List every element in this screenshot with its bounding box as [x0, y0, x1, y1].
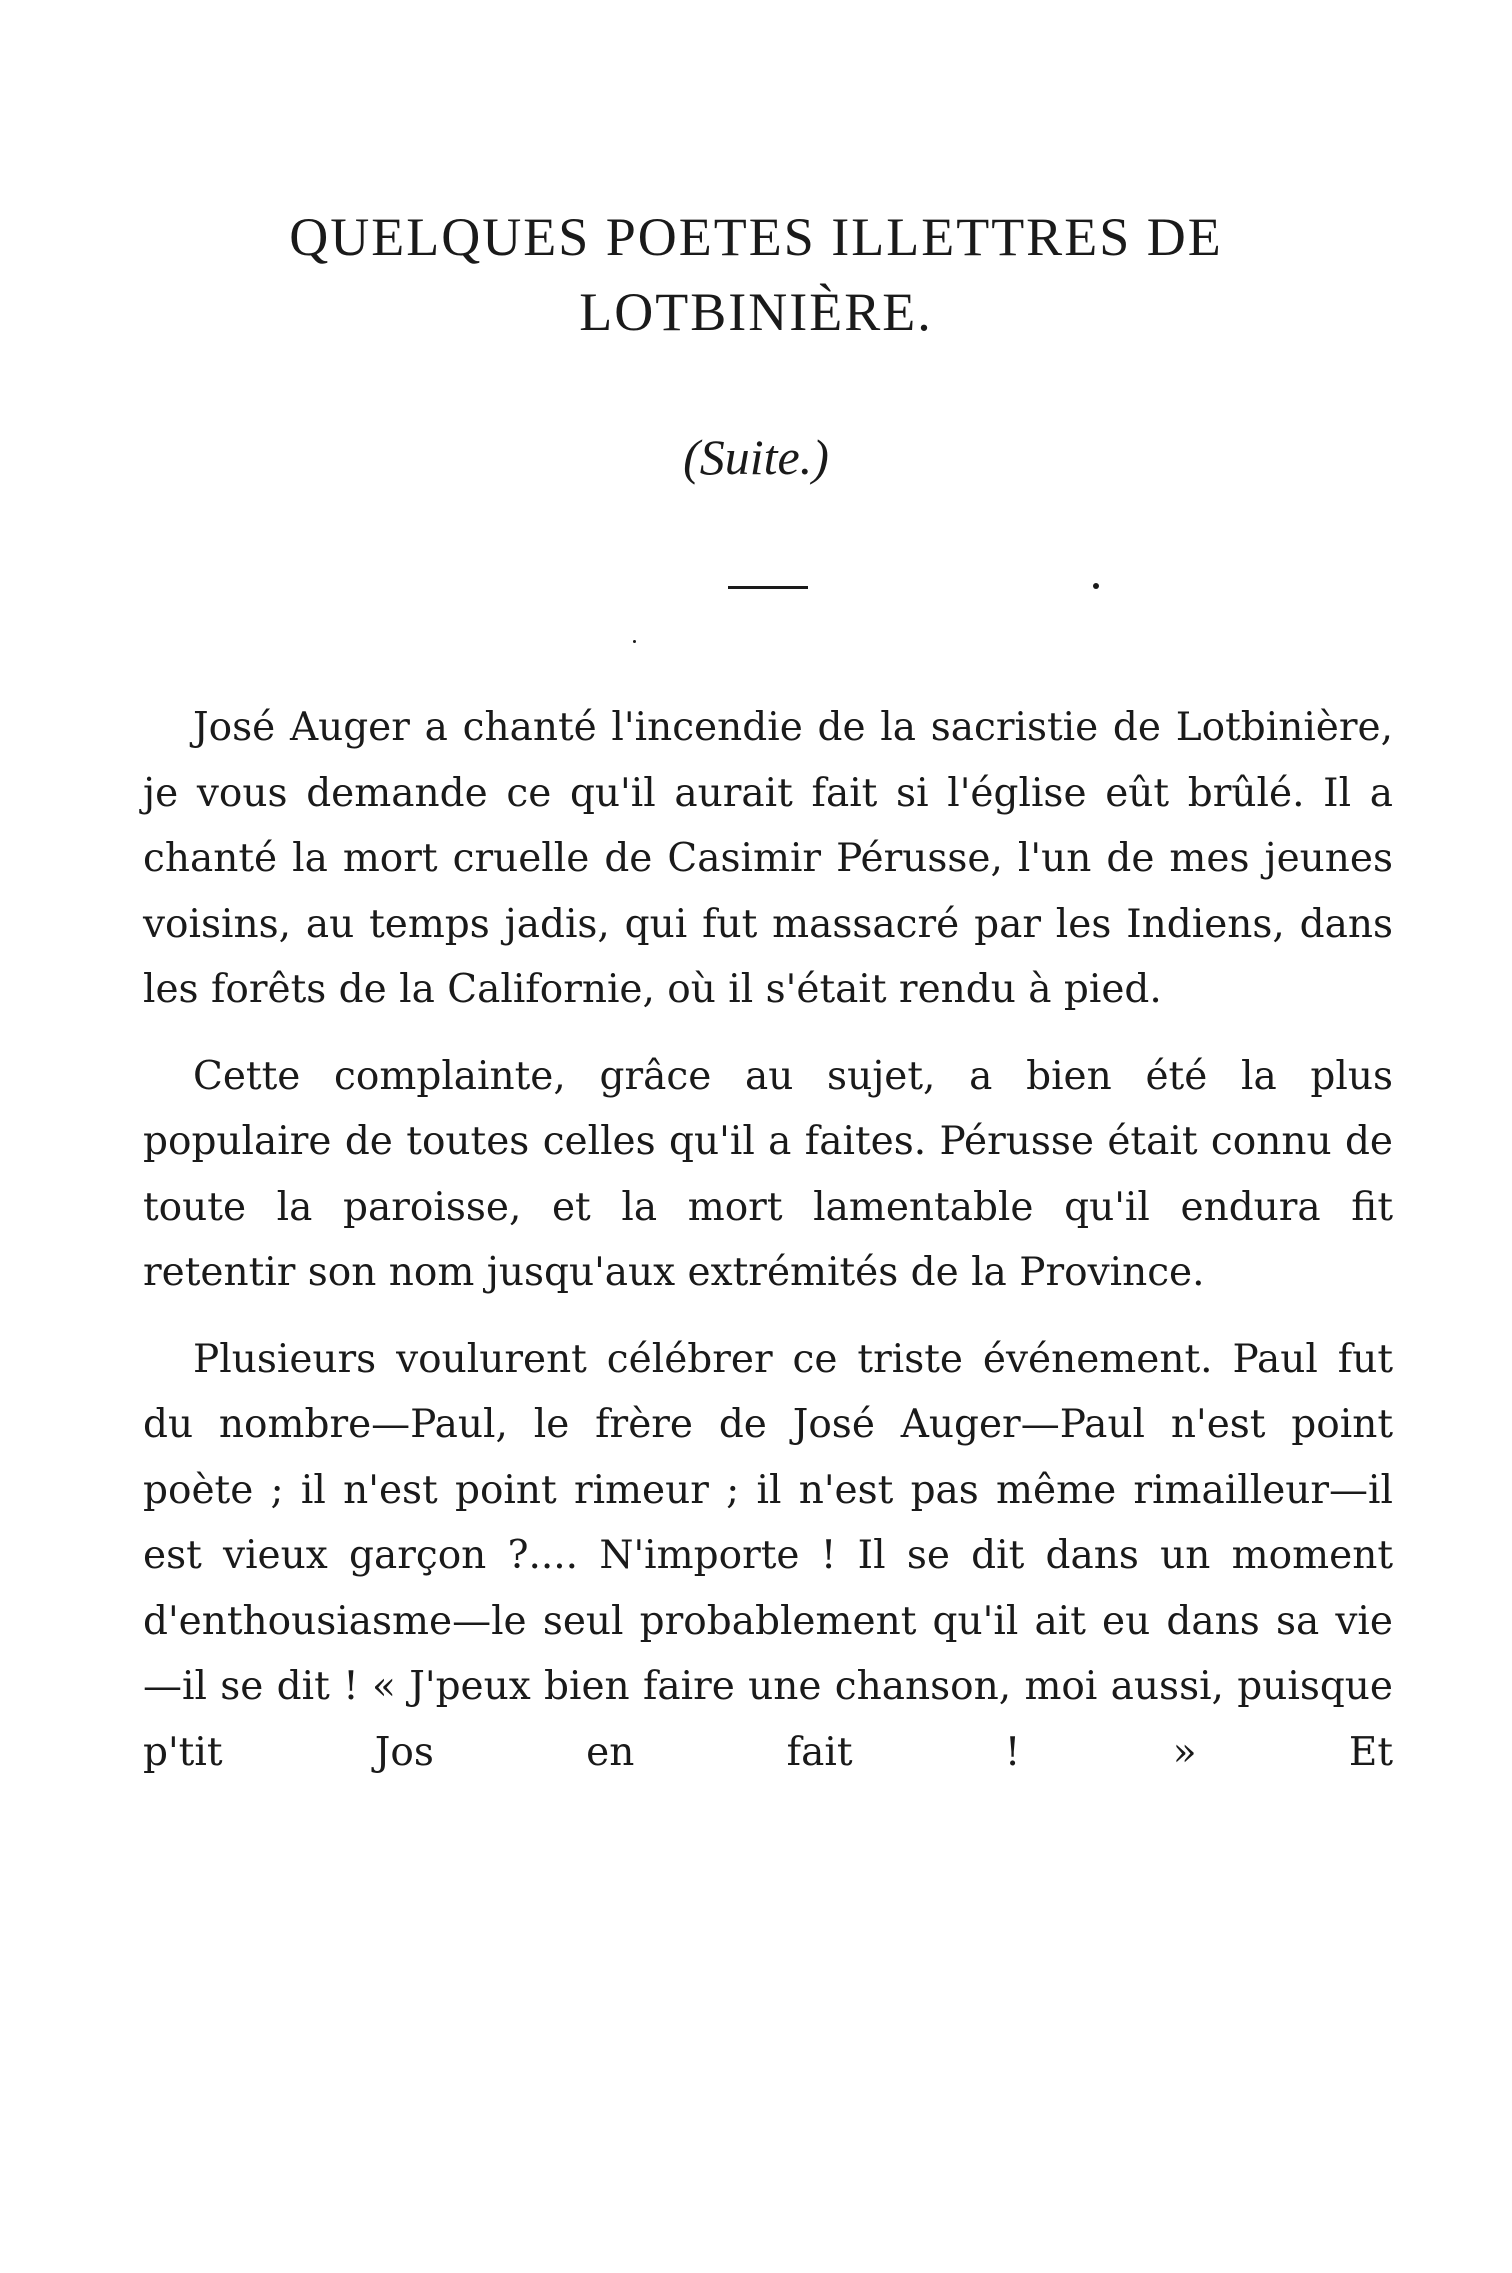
- paragraph: Plusieurs voulurent célébrer ce triste événement. Paul fut du nombre—Paul, le frère de José Auger—Paul n'est point poète ; il n'est point rimeur ; il n'est pas même rimailleur—il est vieux garçon ?.... N'importe ! Il se dit dans un moment d'enthousiasme—le seul probablement qu'il ait eu dans sa vie—il se dit ! « J'peux bien faire une chanson, moi aussi, puisque p'tit Jos en fait ! » Et: [143, 1336, 1393, 1775]
- chapter-subtitle: (Suite.): [683, 429, 829, 485]
- paragraph: Cette complainte, grâce au sujet, a bien été la plus populaire de toutes celles qu'il a faites. Pérusse était connu de toute la paroisse, et la mort lamentable qu'il endura fit retentir son nom jusqu'aux extrémités de la Province.: [143, 1053, 1393, 1295]
- section-divider: [728, 586, 808, 589]
- chapter-title-line-2: LOTBINIÈRE.: [579, 282, 933, 342]
- ink-speck: [1093, 583, 1099, 589]
- paragraph: José Auger a chanté l'incendie de la sacristie de Lotbinière, je vous demande ce qu'il aurait fait si l'église eût brûlé. Il a chanté la mort cruelle de Casimir Pérusse, l'un de mes jeunes voisins, au temps jadis, qui fut massacré par les Indiens, dans les forêts de la Californie, où il s'était rendu à pied.: [143, 705, 1393, 1012]
- ink-speck: [633, 640, 636, 643]
- body-text: [143, 695, 1393, 1806]
- chapter-title-line-1: QUELQUES POETES ILLETTRES DE: [289, 207, 1223, 267]
